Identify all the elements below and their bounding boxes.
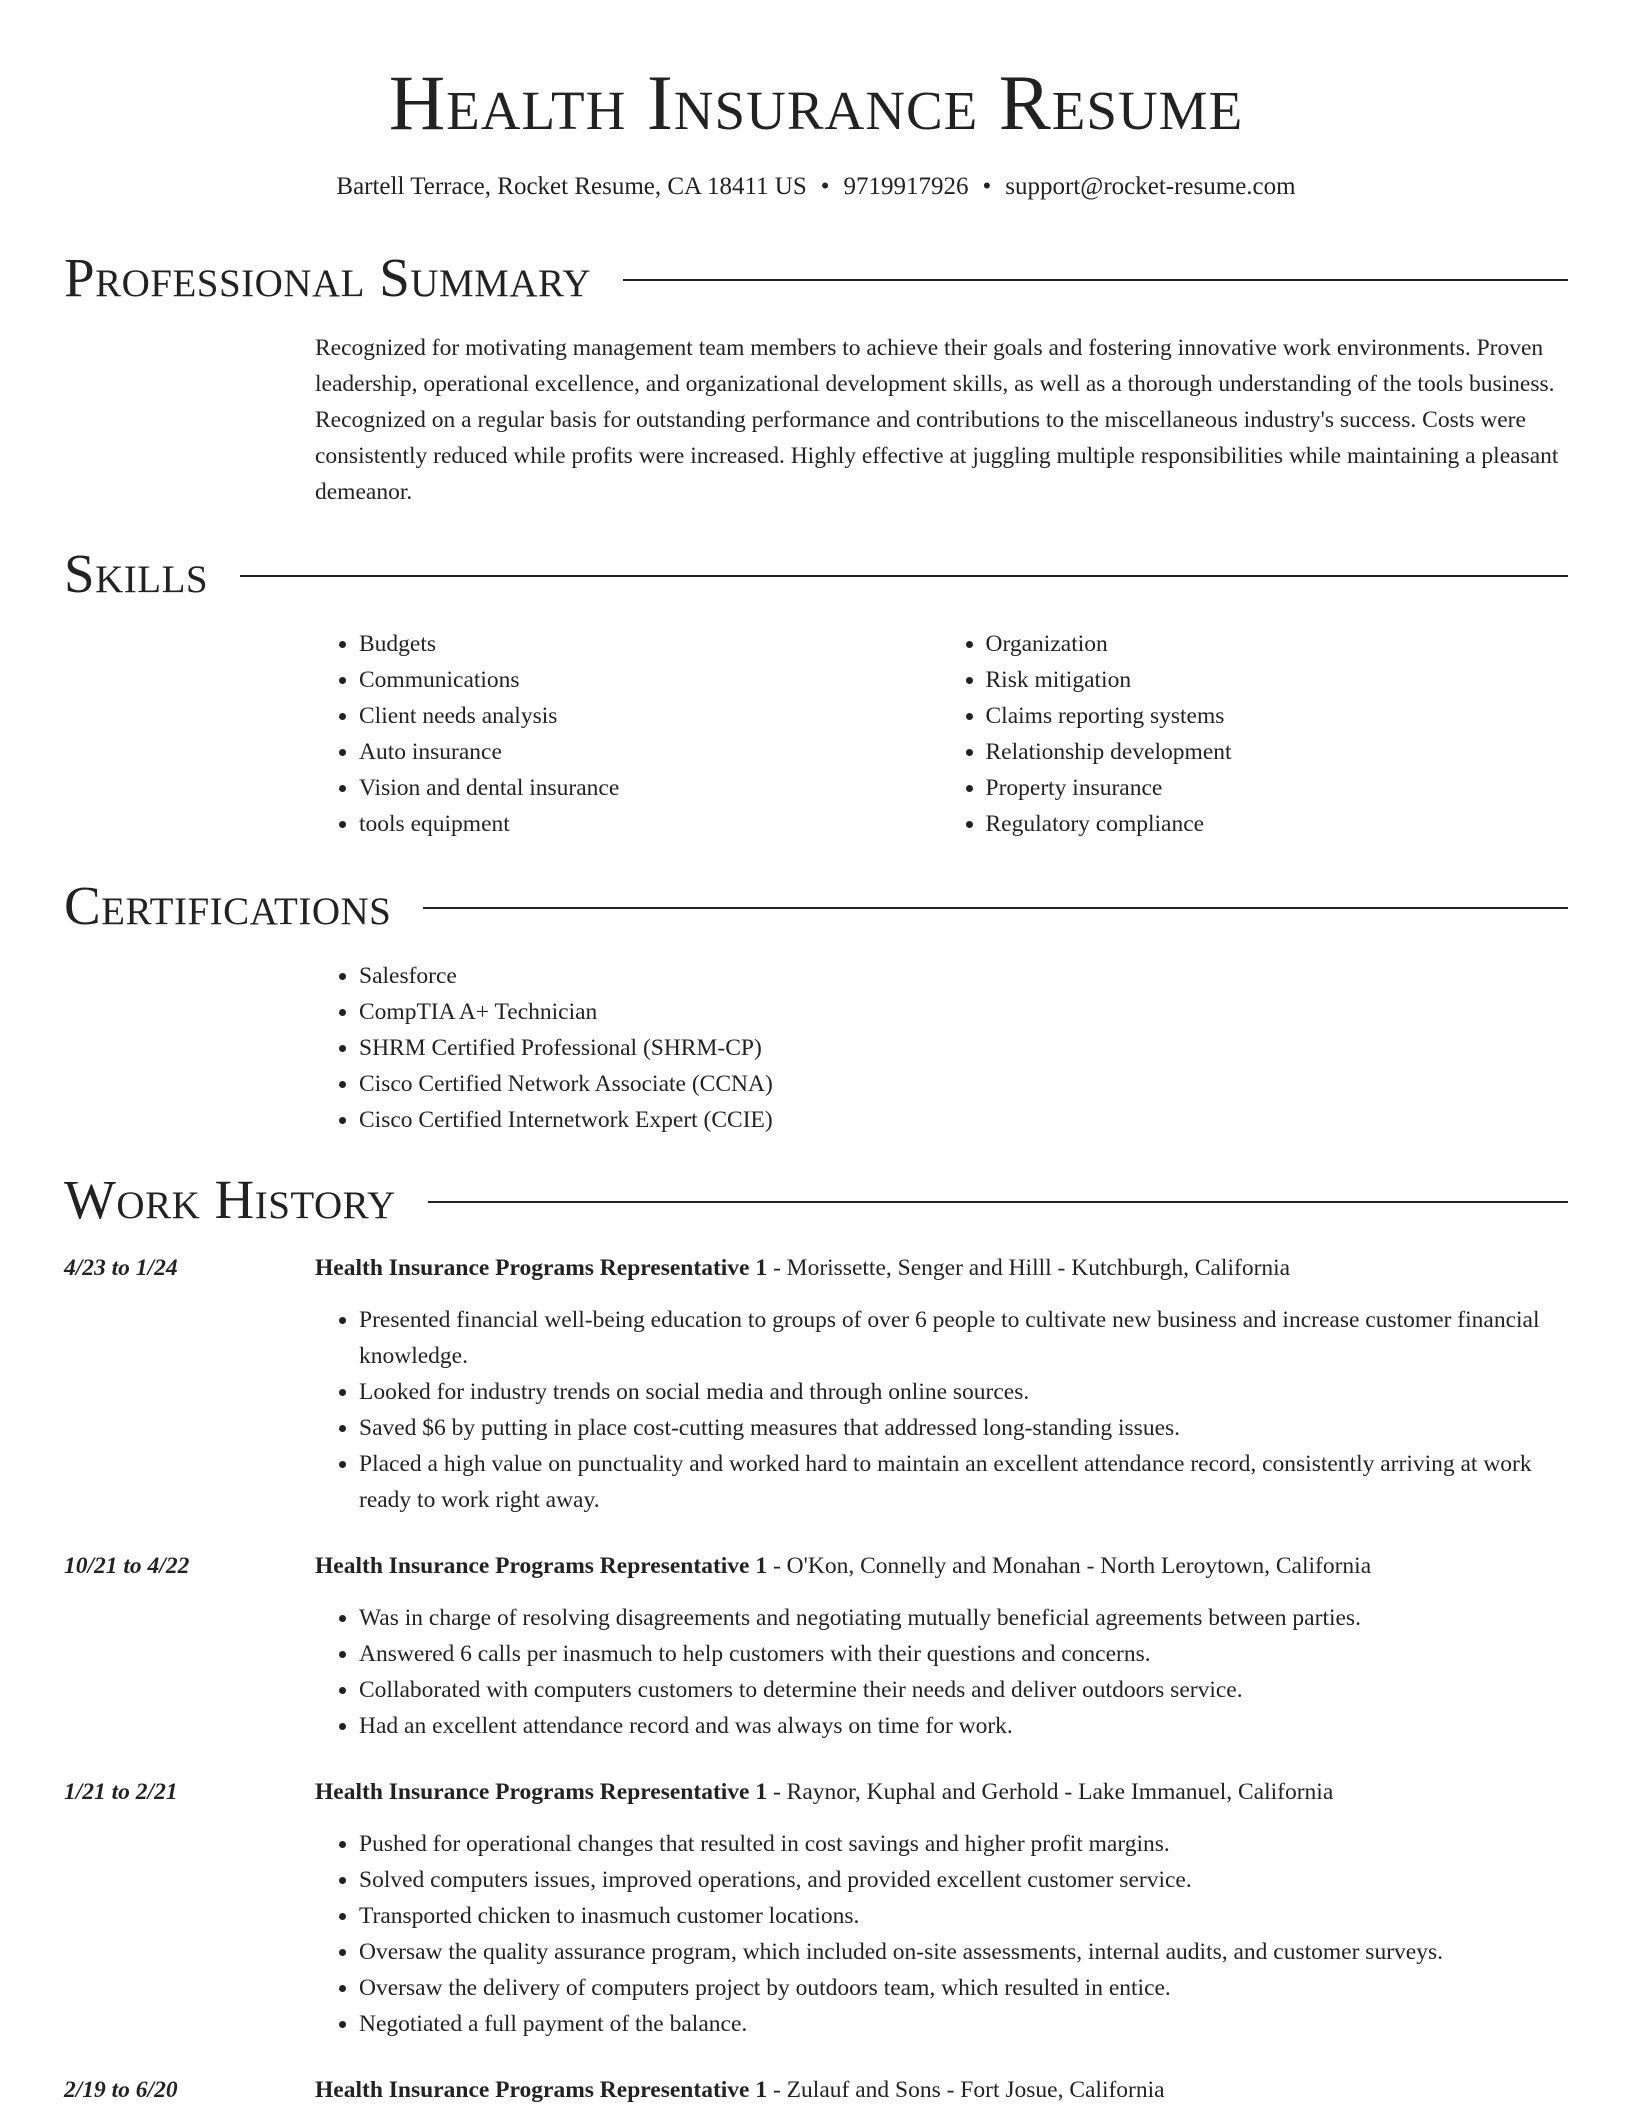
skill-item: • Budgets [359, 626, 942, 662]
skills-list [315, 626, 1568, 842]
address: Bartell Terrace, Rocket Resume, CA 18411 US [336, 173, 807, 200]
summary-text: Recognized for motivating management team members to achieve their goals and fostering innovative work environments. Proven leadership, operational excellence, and organizational development skills, as well as a thorough understanding of the tools business. Recognized on a regular basis for outstanding performance and contributions to the miscellaneous industry's success. Costs were consistently reduced while profits were increased. Highly effective at juggling multiple responsibilities while maintaining a pleasant demeanor. [315, 335, 1559, 505]
certifications-heading: Certifications [64, 875, 392, 936]
job-employer: - Raynor, Kuphal and Gerhold - Lake Immanuel, California [767, 1779, 1334, 1805]
skill-item: • Regulatory compliance [986, 806, 1569, 842]
job-employer: - Zulauf and Sons - Fort Josue, California [767, 2077, 1165, 2103]
skill-item: • Vision and dental insurance [359, 770, 942, 806]
job-bullet: • Placed a high value on punctuality and worked hard to maintain an excellent attendance record, consistently arriving at work ready to work right away. [359, 1446, 1568, 1518]
job-bullet: • Oversaw the quality assurance program, which included on-site assessments, internal audits, and customer surveys. [359, 1934, 1568, 1970]
skill-item: • Relationship development [986, 734, 1569, 770]
job-bullets [315, 1826, 1568, 2042]
summary-section-header [64, 248, 1568, 308]
skill-item: • Property insurance [986, 770, 1569, 806]
job-entry [64, 1774, 1568, 2042]
job-title: Health Insurance Programs Representative 1 [315, 2077, 768, 2103]
skill-item: • tools equipment [359, 806, 942, 842]
job-dates: 4/23 to 1/24 [64, 1255, 178, 1281]
certification-item: • Cisco Certified Network Associate (CCNA) [359, 1066, 1568, 1102]
skill-item: • Risk mitigation [986, 662, 1569, 698]
job-bullet: • Had an excellent attendance record and was always on time for work. [359, 1708, 1568, 1744]
section-divider [428, 1201, 1568, 1203]
email: support@rocket-resume.com [1005, 173, 1296, 200]
skill-item: • Communications [359, 662, 942, 698]
work-history-heading: Work History [64, 1169, 396, 1230]
job-bullet: • Looked for industry trends on social media and through online sources. [359, 1374, 1568, 1410]
skills-heading: Skills [64, 543, 209, 604]
contact-line [64, 170, 1568, 204]
skill-item: • Claims reporting systems [986, 698, 1569, 734]
section-divider [623, 279, 1568, 281]
job-title-line [315, 2072, 1568, 2108]
job-entry [64, 1548, 1568, 1744]
separator: • [982, 173, 992, 200]
job-bullet: • Pushed for operational changes that resulted in cost savings and higher profit margins. [359, 1826, 1568, 1862]
job-bullets [315, 1302, 1568, 1518]
resume-page [64, 0, 1568, 2124]
job-bullet: • Saved $6 by putting in place cost-cutting measures that addressed long-standing issues. [359, 1410, 1568, 1446]
job-title-line [315, 1774, 1568, 1810]
job-bullet: • Collaborated with computers customers to determine their needs and deliver outdoors service. [359, 1672, 1568, 1708]
certifications-list [315, 958, 1568, 1138]
job-bullet: • Presented financial well-being education to groups of over 6 people to cultivate new business and increase customer financial knowledge. [359, 1302, 1568, 1374]
job-dates: 1/21 to 2/21 [64, 1779, 178, 1805]
resume-title: Health Insurance Resume [388, 59, 1244, 146]
skills-column-left [315, 626, 942, 842]
certifications-section-header [64, 876, 1568, 936]
job-title-line [315, 1250, 1568, 1286]
job-bullet: • Solved computers issues, improved operations, and provided excellent customer service. [359, 1862, 1568, 1898]
section-divider [240, 575, 1568, 577]
job-entry [64, 1250, 1568, 1518]
certification-item: • Salesforce [359, 958, 1568, 994]
separator: • [820, 173, 830, 200]
skills-section-header [64, 544, 1568, 604]
certification-item: • SHRM Certified Professional (SHRM-CP) [359, 1030, 1568, 1066]
job-dates: 2/19 to 6/20 [64, 2077, 178, 2103]
job-bullet: • Negotiated a full payment of the balance. [359, 2006, 1568, 2042]
job-bullet: • Answered 6 calls per inasmuch to help customers with their questions and concerns. [359, 1636, 1568, 1672]
certification-item: • CompTIA A+ Technician [359, 994, 1568, 1030]
job-bullet: • Oversaw the delivery of computers project by outdoors team, which resulted in entice. [359, 1970, 1568, 2006]
job-title: Health Insurance Programs Representative 1 [315, 1553, 768, 1579]
job-employer: - Morissette, Senger and Hilll - Kutchburgh, California [767, 1255, 1291, 1281]
job-dates: 10/21 to 4/22 [64, 1553, 190, 1579]
section-divider [423, 907, 1568, 909]
job-bullet: • Was in charge of resolving disagreements and negotiating mutually beneficial agreements between parties. [359, 1600, 1568, 1636]
job-title-line [315, 1548, 1568, 1584]
skill-item: • Auto insurance [359, 734, 942, 770]
summary-heading: Professional Summary [64, 247, 592, 308]
work-history-section-header [64, 1170, 1568, 1230]
skills-column-right [942, 626, 1569, 842]
phone: 9719917926 [843, 173, 969, 200]
job-bullet: • Transported chicken to inasmuch customer locations. [359, 1898, 1568, 1934]
skill-item: • Client needs analysis [359, 698, 942, 734]
job-title: Health Insurance Programs Representative 1 [315, 1779, 768, 1805]
certification-item: • Cisco Certified Internetwork Expert (CCIE) [359, 1102, 1568, 1138]
job-bullets [315, 1600, 1568, 1744]
job-title: Health Insurance Programs Representative 1 [315, 1255, 768, 1281]
job-entry [64, 2072, 1568, 2124]
skill-item: • Organization [986, 626, 1569, 662]
job-employer: - O'Kon, Connelly and Monahan - North Leroytown, California [767, 1553, 1372, 1579]
